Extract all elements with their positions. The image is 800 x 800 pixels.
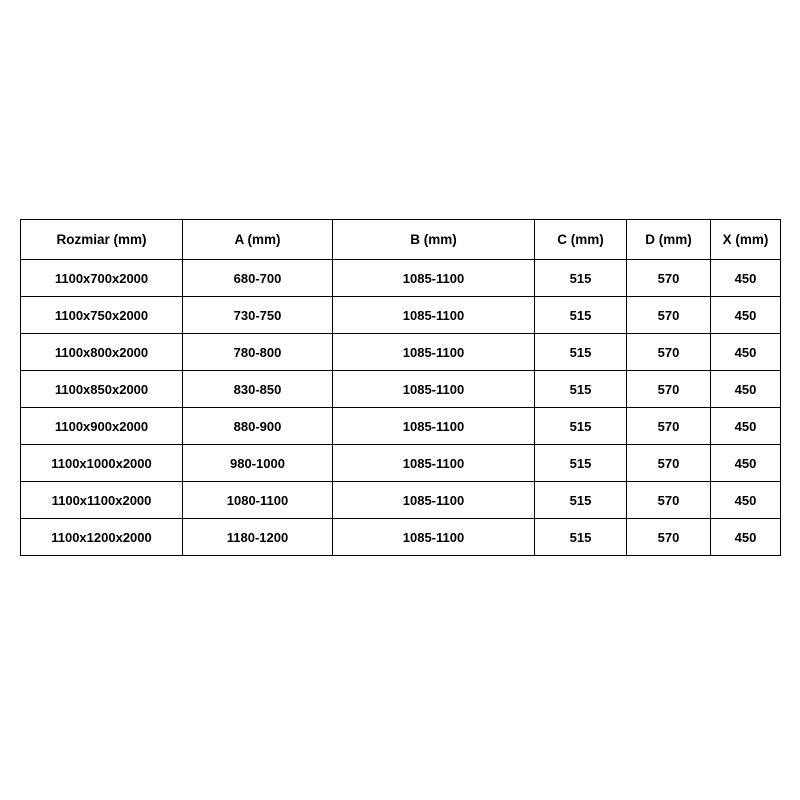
cell-rozmiar: 1100x800x2000	[21, 334, 183, 371]
cell-rozmiar: 1100x700x2000	[21, 260, 183, 297]
table-header-row	[21, 220, 781, 260]
cell-x: 450	[711, 371, 781, 408]
cell-x: 450	[711, 482, 781, 519]
cell-b: 1085-1100	[333, 482, 535, 519]
cell-rozmiar: 1100x1200x2000	[21, 519, 183, 556]
cell-x: 450	[711, 297, 781, 334]
cell-c: 515	[535, 482, 627, 519]
cell-rozmiar: 1100x1100x2000	[21, 482, 183, 519]
table-header	[21, 220, 781, 260]
cell-b: 1085-1100	[333, 408, 535, 445]
cell-x: 450	[711, 334, 781, 371]
cell-rozmiar: 1100x900x2000	[21, 408, 183, 445]
cell-c: 515	[535, 445, 627, 482]
cell-c: 515	[535, 371, 627, 408]
cell-d: 570	[627, 445, 711, 482]
column-header-b: B (mm)	[333, 220, 535, 260]
size-table-container	[20, 219, 780, 556]
cell-d: 570	[627, 408, 711, 445]
cell-c: 515	[535, 297, 627, 334]
table-row	[21, 408, 781, 445]
table-row	[21, 297, 781, 334]
cell-a: 880-900	[183, 408, 333, 445]
cell-x: 450	[711, 519, 781, 556]
column-header-d: D (mm)	[627, 220, 711, 260]
cell-a: 680-700	[183, 260, 333, 297]
table-body	[21, 260, 781, 556]
cell-a: 730-750	[183, 297, 333, 334]
cell-a: 1180-1200	[183, 519, 333, 556]
column-header-a: A (mm)	[183, 220, 333, 260]
cell-d: 570	[627, 519, 711, 556]
cell-d: 570	[627, 371, 711, 408]
column-header-c: C (mm)	[535, 220, 627, 260]
cell-x: 450	[711, 408, 781, 445]
cell-d: 570	[627, 482, 711, 519]
cell-x: 450	[711, 445, 781, 482]
size-table	[20, 219, 781, 556]
table-row	[21, 482, 781, 519]
cell-d: 570	[627, 297, 711, 334]
cell-b: 1085-1100	[333, 334, 535, 371]
cell-a: 1080-1100	[183, 482, 333, 519]
cell-rozmiar: 1100x1000x2000	[21, 445, 183, 482]
cell-d: 570	[627, 334, 711, 371]
cell-b: 1085-1100	[333, 519, 535, 556]
cell-b: 1085-1100	[333, 445, 535, 482]
table-row	[21, 334, 781, 371]
cell-c: 515	[535, 334, 627, 371]
cell-rozmiar: 1100x850x2000	[21, 371, 183, 408]
cell-a: 830-850	[183, 371, 333, 408]
cell-d: 570	[627, 260, 711, 297]
cell-rozmiar: 1100x750x2000	[21, 297, 183, 334]
cell-c: 515	[535, 260, 627, 297]
cell-x: 450	[711, 260, 781, 297]
cell-b: 1085-1100	[333, 297, 535, 334]
cell-b: 1085-1100	[333, 371, 535, 408]
table-row	[21, 371, 781, 408]
cell-a: 980-1000	[183, 445, 333, 482]
cell-a: 780-800	[183, 334, 333, 371]
column-header-rozmiar: Rozmiar (mm)	[21, 220, 183, 260]
cell-b: 1085-1100	[333, 260, 535, 297]
column-header-x: X (mm)	[711, 220, 781, 260]
cell-c: 515	[535, 408, 627, 445]
table-row	[21, 445, 781, 482]
table-row	[21, 519, 781, 556]
cell-c: 515	[535, 519, 627, 556]
table-row	[21, 260, 781, 297]
